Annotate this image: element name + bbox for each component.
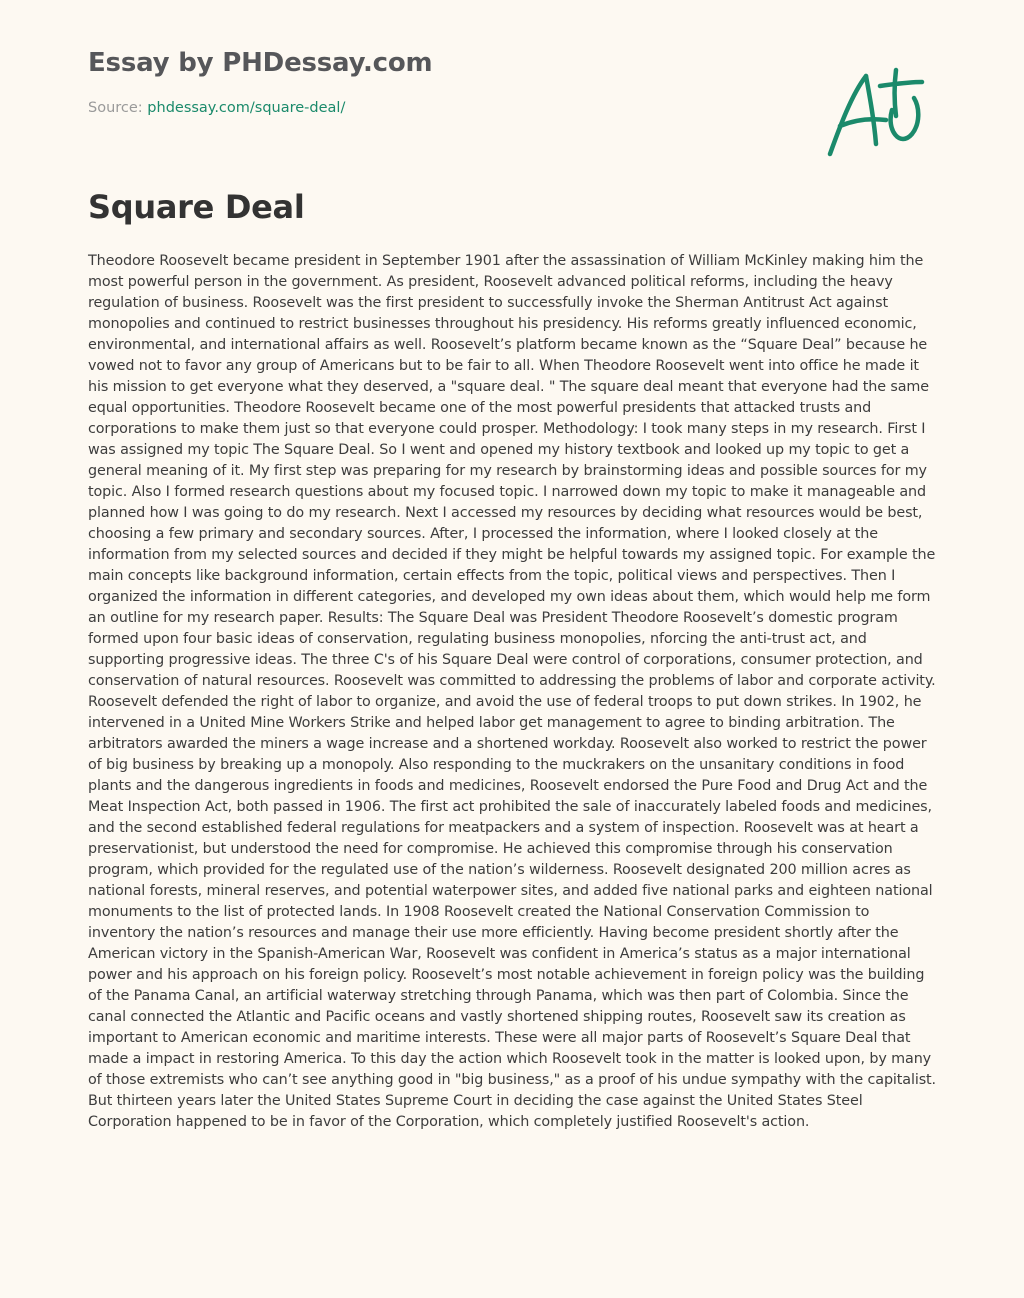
a-plus-logo-icon <box>822 64 932 160</box>
essay-body: Theodore Roosevelt became president in September 1901 after the assassination of William McKinley making him the most powerful person in the government. As president, Roosevelt advanced political reforms, including the heavy regulation of business. Roosevelt was the first president to successfully invoke the Sherman Antitrust Act against monopolies and continued to restrict businesses throughout his presidency. His reforms greatly influenced economic, environmental, and international affairs as well. Roosevelt’s platform became known as the “Square Deal” because he vowed not to favor any group of Americans but to be fair to all. When Theodore Roosevelt went into office he made it his mission to get everyone what they deserved, a "square deal. " The square deal meant that everyone had the same equal opportunities. Theodore Roosevelt became one of the most powerful presidents that attacked trusts and corporations to make them just so that everyone could prosper. Methodology: I took many steps in my research. First I was assigned my topic The Square Deal. So I went and opened my history textbook and looked up my topic to get a general meaning of it. My first step was preparing for my research by brainstorming ideas and possible sources for my topic. Also I formed research questions about my focused topic. I narrowed down my topic to make it manageable and planned how I was going to do my research. Next I accessed my resources by deciding what resources would be best, choosing a few primary and secondary sources. After, I processed the information, where I looked closely at the information from my selected sources and decided if they might be helpful towards my assigned topic. For example the main concepts like background information, certain effects from the topic, political views and perspectives. Then I organized the information in different categories, and developed my own ideas about them, which would help me form an outline for my research paper. Results: The Square Deal was President Theodore Roosevelt’s domestic program formed upon four basic ideas of conservation, regulating business monopolies, nforcing the anti-trust act, and supporting progressive ideas. The three C's of his Square Deal were control of corporations, consumer protection, and conservation of natural resources. Roosevelt was committed to addressing the problems of labor and corporate activity. Roosevelt defended the right of labor to organize, and avoid the use of federal troops to put down strikes. In 1902, he intervened in a United Mine Workers Strike and helped labor get management to agree to binding arbitration. The arbitrators awarded the miners a wage increase and a shortened workday. Roosevelt also worked to restrict the power of big business by breaking up a monopoly. Also responding to the muckrakers on the unsanitary conditions in food plants and the dangerous ingredients in foods and medicines, Roosevelt endorsed the Pure Food and Drug Act and the Meat Inspection Act, both passed in 1906. The first act prohibited the sale of inaccurately labeled foods and medicines, and the second established federal regulations for meatpackers and a system of inspection. Roosevelt was at heart a preservationist, but understood the need for compromise. He achieved this compromise through his conservation program, which provided for the regulated use of the nation’s wilderness. Roosevelt designated 200 million acres as national forests, mineral reserves, and potential waterpower sites, and added five national parks and eighteen national monuments to the list of protected lands. In 1908 Roosevelt created the National Conservation Commission to inventory the nation’s resources and manage their use more efficiently. Having become president shortly after the American victory in the Spanish-American War, Roosevelt was confident in America’s status as a major international power and his approach on his foreign policy. Roosevelt’s most notable achievement in foreign policy was the building of the Panama Canal, an artificial waterway stretching through Panama, which was then part of Colombia. Since the canal connected the Atlantic and Pacific oceans and vastly shortened shipping routes, Roosevelt saw its creation as important to American economic and maritime interests. These were all major parts of Roosevelt’s Square Deal that made a impact in restoring America. To this day the action which Roosevelt took in the matter is looked upon, by many of those extremists who can’t see anything good in "big business," as a proof of his undue sympathy with the capitalist. But thirteen years later the United States Supreme Court in deciding the case against the United States Steel Corporation happened to be in favor of the Corporation, which completely justified Roosevelt's action. <box>88 253 936 1130</box>
source-link[interactable]: phdessay.com/square-deal/ <box>147 100 346 116</box>
essay-title: Square Deal <box>88 188 305 226</box>
source-label: Source: <box>88 100 143 116</box>
site-title: Essay by PHDessay.com <box>88 48 433 78</box>
source-line <box>88 100 345 116</box>
